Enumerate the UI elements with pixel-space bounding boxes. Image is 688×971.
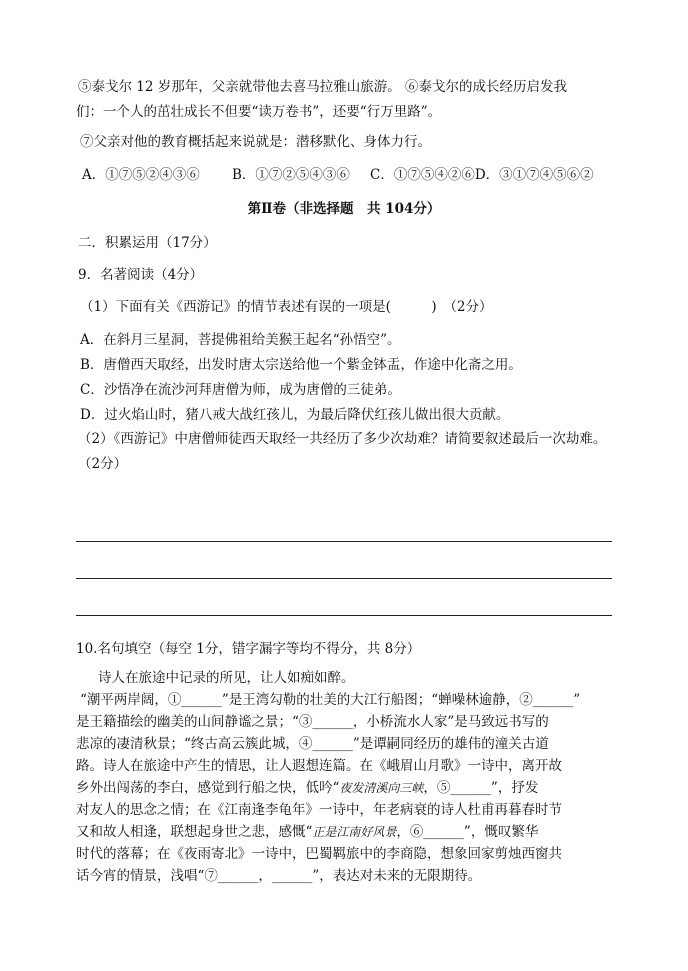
q10-line-5: 路。诗人在旅途中产生的情思，让人遐想连篇。在《峨眉山月歌》一诗中，离开故 [76, 758, 562, 774]
option-b: B．①⑦②⑤④③⑥ [232, 167, 350, 183]
text-line-3: ⑦父亲对他的教育概括起来说就是：潜移默化、身体力行。 [80, 134, 431, 150]
q10-line-3: 是王籍描绘的幽美的山间静谧之景；“③______，小桥流水人家”是马致远书写的 [76, 714, 549, 730]
question-9-sub1: （1）下面有关《西游记》的情节表述有误的一项是( ) （2分） [80, 299, 493, 315]
q10-line-8-b: ，⑥______”，慨叹繁华 [396, 824, 539, 840]
q10-line-1: 诗人在旅途中记录的所见，让人如痴如醉。 [98, 670, 355, 686]
question-10-title: 10.名句填空（每空 1分，错字漏字等均不得分，共 8分） [76, 641, 421, 657]
text-line-1: ⑤泰戈尔 12 岁那年，父亲就带他去喜马拉雅山旅游。 ⑥泰戈尔的成长经历启发我 [78, 79, 568, 95]
option-c-d: C．①⑦⑤④②⑥D．③①⑦④⑤⑥② [370, 167, 594, 183]
choice-c: C．沙悟净在流沙河拜唐僧为师，成为唐僧的三徒弟。 [80, 382, 401, 398]
answer-options [82, 166, 594, 184]
question-9-sub2-line2: （2分） [78, 456, 128, 472]
text-line-2: 们：一个人的茁壮成长不但要“读万卷书”，还要“行万里路”。 [76, 104, 442, 120]
q10-line-8 [76, 823, 538, 841]
q10-line-6-a: 乡外出闯荡的李白，感觉到行船之快，低吟“ [76, 780, 340, 796]
option-a: A．①⑦⑤②④③⑥ [82, 167, 200, 183]
q10-line-10: 话今宵的情景，浅唱“⑦______，______”，表达对未来的无限期待。 [76, 868, 482, 884]
question-9-sub2-line1: （2）《西游记》中唐僧师徒西天取经一共经历了多少次劫难？请简要叙述最后一次劫难。 [78, 431, 607, 447]
q10-line-7: 对友人的思念之情；在《江南逢李龟年》一诗中，年老病衰的诗人杜甫再暮春时节 [76, 802, 562, 818]
q10-line-8-a: 又和故人相逢，联想起身世之悲，感慨“ [76, 824, 313, 840]
poem-quote-du-fu: 正是江南好风景 [312, 825, 397, 839]
q10-line-2: “潮平两岸阔，①______”是王湾勾勒的壮美的大江行船图；“蝉噪林逾静，②______” [80, 692, 581, 708]
q10-line-9: 时代的落幕；在《夜雨寄北》一诗中，巴蜀羁旅中的李商隐，想象回家剪烛西窗共 [76, 846, 562, 862]
q10-line-4: 悲凉的凄清秋景；“终古高云簇此城，④______”是谭嗣同经历的雄伟的潼关古道 [76, 736, 549, 752]
choice-d: D．过火焰山时，猪八戒大战红孩儿，为最后降伏红孩儿做出很大贡献。 [80, 407, 510, 423]
answer-line-3[interactable] [76, 615, 612, 616]
q10-line-6 [76, 779, 538, 797]
answer-line-1[interactable] [76, 541, 612, 542]
answer-line-2[interactable] [76, 578, 612, 579]
question-9-title: 9．名著阅读（4分） [78, 267, 204, 283]
part-heading: 二．积累运用（17分） [78, 235, 217, 251]
choice-a: A．在斜月三星洞，菩提佛祖给美猴王起名“孙悟空”。 [80, 332, 401, 348]
choice-b: B．唐僧西天取经，出发时唐太宗送给他一个紫金钵盂，作途中化斋之用。 [80, 357, 522, 373]
q10-line-6-b: ，⑤______”，抒发 [423, 780, 539, 796]
poem-quote-li-bai: 夜发清溪向三峡 [339, 781, 424, 795]
section-title: 第Ⅱ卷（非选择题 共 104分） [247, 201, 441, 217]
